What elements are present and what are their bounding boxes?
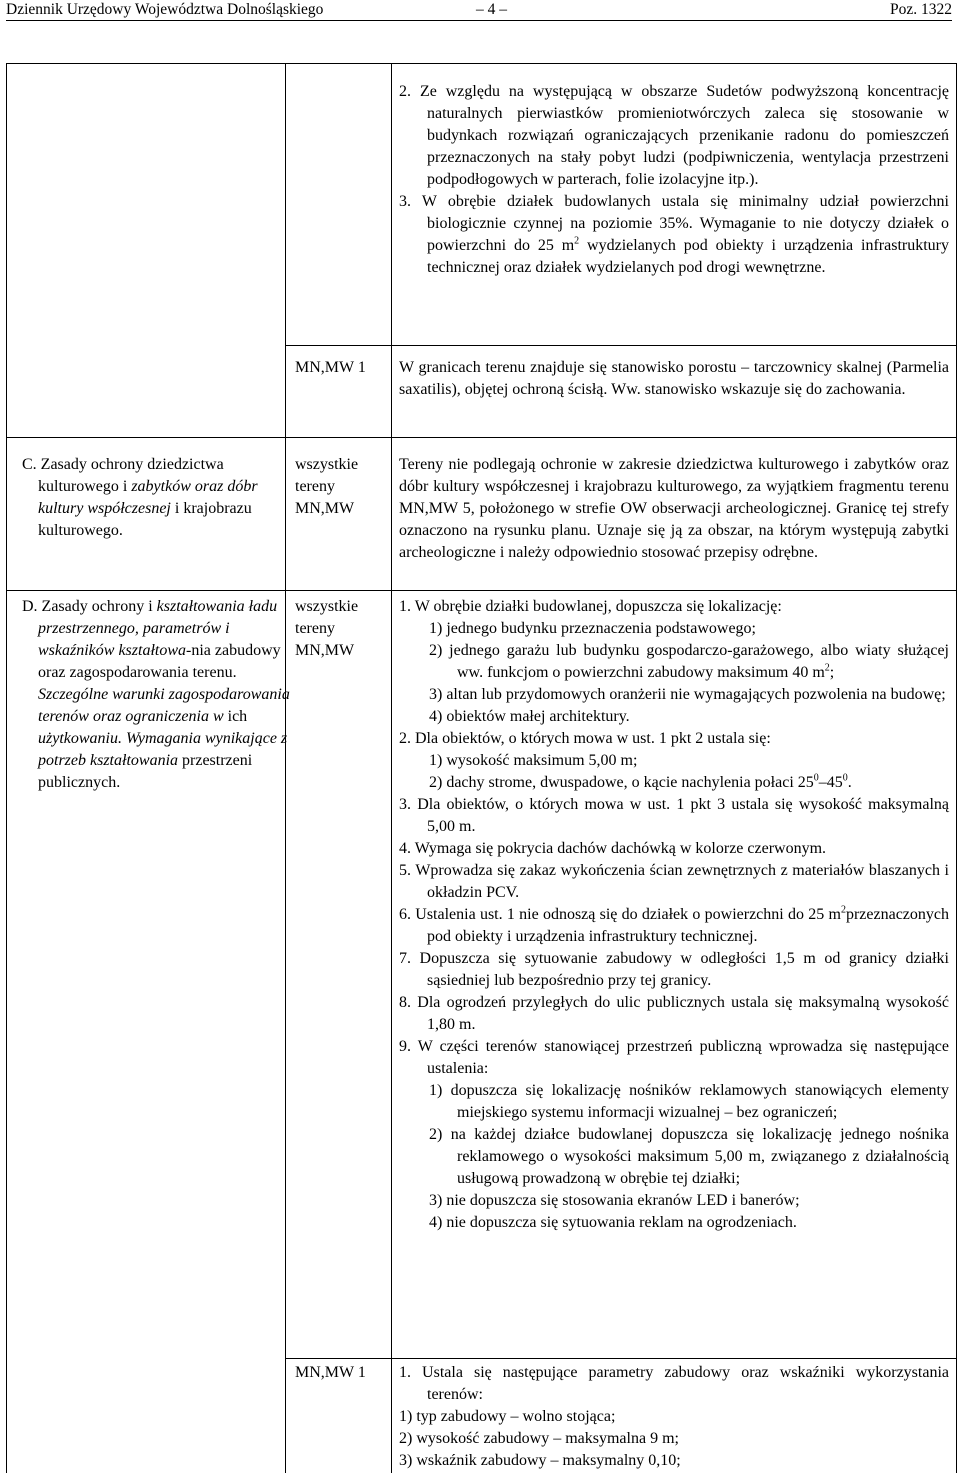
- radon-requirements: 2. Ze względu na występującą w obszarze Sudetów podwyższoną koncentrację naturalnych pierwiastków promieniotwórczych zaleca się stosowanie w budynkach rozwiązań ograniczających przenikanie radonu do pomieszczeń przeznaczonych na stały pobyt ludzi (podpiwniczenia, wentylacja przestrzeni podpodłogowych w parterach, folie izolacyjne itp.). 3. W obrębie działek budowlanych ustala się minimalny udział powierzchni biologicznie czynnej na poziomie 35%. Wymaganie to nie dotyczy działek o powierzchni do 25 $m^2$ wydzielanych pod obiekty i urządzenia infrastruktury technicznej oraz działek wydzielanych pod drogi wewnętrzne.: [399, 83, 950, 276]
- heritage-text: Tereny nie podlegają ochronie w zakresie dziedzictwa kulturowego i zabytków oraz dóbr kultury współczesnej i krajobrazu kulturowego, za wyjątkiem fragmentu terenu MN,MW 5, położonego w strefie OW obserwacji archeologicznej. Granicę tej strefy oznaczono na rysunku planu. Uznaje się ją za obszar, na którym występują zabytki archeologiczne i należy odpowiednio stosować przepisy odrębne.: [399, 456, 949, 561]
- row-separator: [285, 1358, 957, 1359]
- journal-title: Dziennik Urzędowy Województwa Dolnośląskiego: [6, 1, 324, 18]
- section-c-label: C. Zasady ochrony dziedzictwa kulturowego i zabytków oraz dóbr kultury współczesnej i krajobrazu kulturowego.: [22, 456, 258, 539]
- position-number: Poz. 1322: [890, 1, 952, 18]
- row-separator: [6, 437, 957, 438]
- zone-label: MN,MW 1: [295, 1364, 366, 1381]
- lichen-protection-text: W granicach terenu znajduje się stanowisko porostu – tarczownicy skalnej (Parmelia saxatilis), objętej ochroną ścisłą. Ww. stanowisko wskazuje się do zachowania.: [399, 359, 949, 398]
- building-parameters: 1. Ustala się następujące parametry zabudowy oraz wskaźniki wykorzystania terenów: 1) typ zabudowy – wolno stojąca; 2) wysokość zabudowy – maksymalna 9 m; 3) wskaźnik zabudowy – maksymalny 0,10;: [399, 1364, 949, 1469]
- zone-all-label: wszystkie tereny MN,MW: [295, 598, 359, 659]
- section-d-label: D. Zasady ochrony i kształtowania ładu przestrzennego, parametrów i wskaźników kształtowa-nia zabudowy oraz zagospodarowania terenu. Szczególne warunki zagospodarowania terenów oraz ograniczenia w ich użytkowaniu. Wymagania wynikające z potrzeb kształtowania przestrzeni publicznych.: [22, 598, 290, 791]
- zone-label: MN,MW 1: [295, 359, 366, 376]
- row-separator: [6, 590, 957, 591]
- table-border-right: [956, 63, 957, 1473]
- table-border-top: [6, 63, 957, 64]
- page-number: – 4 –: [476, 1, 507, 18]
- table-divider-2: [391, 63, 392, 1473]
- row-separator: [285, 345, 957, 346]
- table-border-left: [6, 63, 7, 1473]
- development-rules: 1. W obrębie działki budowlanej, dopuszcza się lokalizację: 1) jednego budynku przeznaczenia podstawowego; 2) jednego garażu lub budynku gospodarczo-garażowego, albo wiaty służącej ww. funkcjom o powierzchni zabudowy maksimum 40 $m^2$; 3) altan lub przydomowych oranżerii nie wymagających pozwolenia na budowę; 4) obiektów małej architektury. 2. Dla obiektów, o których mowa w ust. 1 pkt 2 ustala się: 1) wysokość maksimum 5,00 m; 2) dachy strome, dwuspadowe, o kącie nachylenia połaci $25^0-45^0$. 3. Dla obiektów, o których mowa w ust. 1 pkt 3 ustala się wysokość maksymalną 5,00 m. 4. Wymaga się pokrycia dachów dachówką w kolorze czerwonym. 5. Wprowadza się zakaz wykończenia ścian zewnętrznych z materiałów blaszanych i okładzin PCV. 6. Ustalenia ust. 1 nie odnoszą się do działek o powierzchni do 25 $m^2przeznaczonych$ pod obiekty i urządzenia infrastruktury technicznej. 7. Dopuszcza się sytuowanie zabudowy w odległości 1,5 m od granicy działki sąsiedniej lub bezpośrednio przy tej granicy. 8. Dla ogrodzeń przyległych do ulic publicznych ustala się maksymalną wysokość 1,80 m. 9. W części terenów stanowiącej przestrzeń publiczną wprowadza się następujące ustalenia: 1) dopuszcza się lokalizację nośników reklamowych stanowiących elementy miejskiego systemu informacji wizualnej – bez ograniczeń; 2) na każdej działce budowlanej dopuszcza się lokalizację jednego nośnika reklamowego o wysokości maksimum 5,00 m, związanego z działalnością usługową prowadzoną w obrębie tej działki; 3) nie dopuszcza się stosowania ekranów LED i banerów; 4) nie dopuszcza się sytuowania reklam na ogrodzeniach.: [399, 598, 949, 1231]
- page-header: [6, 0, 952, 21]
- zone-all-label: wszystkie tereny MN,MW: [295, 456, 359, 517]
